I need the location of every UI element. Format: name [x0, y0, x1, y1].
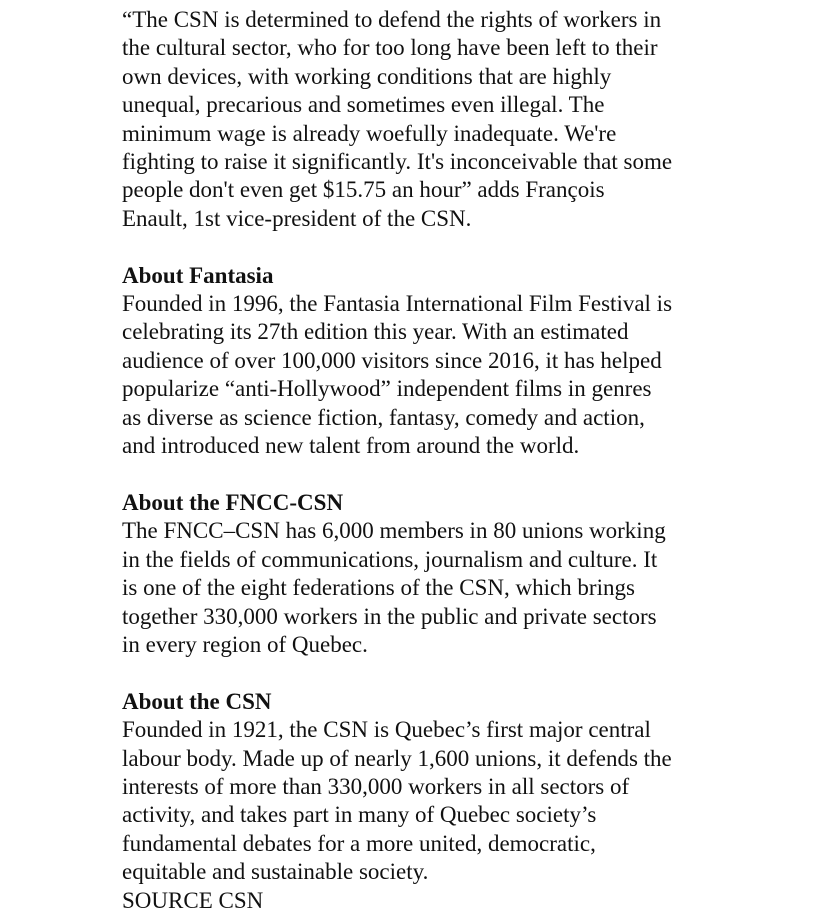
fncc-line: in the fields of communications, journalism and culture. It: [122, 546, 658, 572]
csn-line: Founded in 1921, the CSN is Quebec’s first major central: [122, 717, 651, 743]
about-fncc-section: [122, 489, 722, 659]
fncc-line: in every region of Quebec.: [122, 631, 368, 657]
quote-line: fighting to raise it significantly. It's inconceivable that some: [122, 149, 673, 175]
quote-line: Enault, 1st vice-president of the CSN.: [122, 205, 472, 231]
section-heading: About the FNCC-CSN: [122, 489, 344, 515]
quote-line: minimum wage is already woefully inadequate. We're: [122, 120, 617, 146]
source-credit: SOURCE CSN: [122, 887, 264, 913]
about-csn-section: [122, 688, 722, 915]
csn-line: fundamental debates for a more united, democratic,: [122, 830, 596, 856]
paragraph-spacer: [122, 233, 722, 261]
quote-line: people don't even get $15.75 an hour” adds François: [122, 177, 605, 203]
fncc-paragraph: [122, 517, 722, 659]
section-heading: About Fantasia: [122, 262, 274, 288]
paragraph-spacer: [122, 460, 722, 488]
csn-line: equitable and sustainable society.: [122, 859, 429, 885]
fncc-line: is one of the eight federations of the CSN, which brings: [122, 575, 635, 601]
csn-line: activity, and takes part in many of Quebec society’s: [122, 802, 597, 828]
quote-line: unequal, precarious and sometimes even illegal. The: [122, 92, 605, 118]
fantasia-line: popularize “anti-Hollywood” independent films in genres: [122, 376, 652, 402]
fantasia-line: audience of over 100,000 visitors since 2016, it has helped: [122, 347, 662, 373]
about-fantasia-section: [122, 262, 722, 461]
csn-paragraph: [122, 716, 722, 886]
quote-line: the cultural sector, who for too long have been left to their: [122, 35, 658, 61]
fncc-line: together 330,000 workers in the public and private sectors: [122, 603, 657, 629]
fantasia-line: Founded in 1996, the Fantasia International Film Festival is: [122, 291, 673, 317]
csn-line: interests of more than 330,000 workers in all sectors of: [122, 773, 630, 799]
quote-line: “The CSN is determined to defend the rights of workers in: [122, 7, 662, 32]
csn-line: labour body. Made up of nearly 1,600 unions, it defends the: [122, 745, 672, 771]
fantasia-line: and introduced new talent from around the world.: [122, 433, 580, 459]
fantasia-line: as diverse as science fiction, fantasy, comedy and action,: [122, 404, 645, 430]
fantasia-paragraph: [122, 290, 722, 460]
section-heading: About the CSN: [122, 688, 272, 714]
press-release-body: [122, 6, 722, 915]
fncc-line: The FNCC–CSN has 6,000 members in 80 unions working: [122, 518, 666, 544]
fantasia-line: celebrating its 27th edition this year. With an estimated: [122, 319, 629, 345]
quote-line: own devices, with working conditions that are highly: [122, 63, 612, 89]
paragraph-spacer: [122, 659, 722, 687]
quote-paragraph: [122, 6, 722, 233]
